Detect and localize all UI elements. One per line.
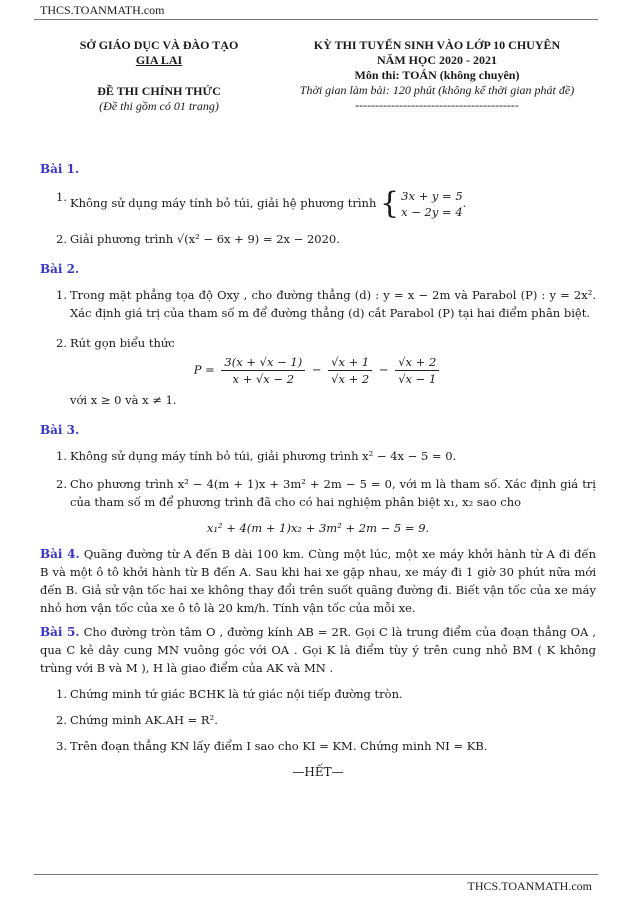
bai5-q1	[40, 685, 596, 703]
period: .	[462, 196, 467, 210]
exam-kind: ĐỀ THI CHÍNH THỨC	[97, 84, 221, 98]
item-number: 2.	[56, 713, 67, 727]
bai1-q1	[40, 188, 596, 220]
expression-p	[40, 354, 596, 387]
item-number: 1.	[56, 449, 67, 463]
fraction-3	[395, 354, 439, 387]
brace-icon: {	[380, 186, 400, 221]
bai1-q2-text: Giải phương trình √(x² − 6x + 9) = 2x − 2020.	[70, 232, 340, 246]
bai2-q1	[40, 286, 596, 322]
system-eq-1: 3x + y = 5	[401, 189, 463, 203]
bai2-title: Bài 2.	[40, 262, 80, 276]
end-marker: —HẾT—	[292, 765, 344, 779]
bai5-q2-text: Chứng minh AK.AH = R².	[70, 713, 218, 727]
item-number: 1.	[56, 687, 67, 701]
fraction-1	[221, 354, 305, 387]
exam-title: KỲ THI TUYỂN SINH VÀO LỚP 10 CHUYÊN	[313, 38, 561, 52]
time-allowed: Thời gian làm bài: 120 phút (không kể thời gian phát đề)	[299, 83, 575, 97]
province-name: GIA LAI	[135, 53, 183, 67]
item-number: 2.	[56, 477, 67, 491]
bai3-equation: x₁² + 4(m + 1)x₂ + 3m² + 2m − 5 = 9.	[206, 521, 430, 535]
bai4-text: Quãng đường từ A đến B dài 100 km. Cùng một lúc, một xe máy khởi hành từ A đi đến B và một ô tô khởi hành từ B đến A. Sau khi hai xe gặp nhau, xe máy đi 1 giờ 30 phút nữa mới đến B. Giả sử vận tốc hai xe không thay đổi trên suốt quãng đường đi. Biết vận tốc của xe máy nhỏ hơn vận tốc của xe ô tô là 20 km/h. Tính vận tốc của mỗi xe.	[40, 547, 597, 615]
bai1-title: Bài 1.	[40, 162, 80, 176]
item-number: 2.	[56, 232, 67, 246]
bai5-q3	[40, 737, 596, 755]
header-left	[44, 38, 274, 114]
department-name: SỞ GIÁO DỤC VÀ ĐÀO TẠO	[79, 38, 239, 52]
bai5-title: Bài 5.	[40, 625, 80, 639]
bai2-q2-text: Rút gọn biểu thức	[70, 336, 175, 350]
item-number: 1.	[56, 288, 67, 302]
fraction-2-den: √x + 2	[331, 372, 370, 386]
fraction-3-den: √x − 1	[398, 372, 437, 386]
exam-content	[40, 160, 596, 781]
header-dashes: -----------------------------------------	[355, 98, 519, 112]
bai3-title: Bài 3.	[40, 423, 80, 437]
fraction-3-num: √x + 2	[395, 354, 439, 371]
page-count-note: (Đề thi gồm có 01 trang)	[99, 99, 219, 113]
bai4	[40, 545, 596, 617]
bai2-condition	[40, 391, 596, 409]
fraction-1-den: x + √x − 2	[232, 372, 295, 386]
bai2-q1-text: Trong mặt phẳng tọa độ Oxy , cho đường thẳng (d) : y = x − 2m và Parabol (P) : y = 2x². Xác định giá trị của tham số m để đường thẳng (d) cắt Parabol (P) tại hai điểm phân biệt.	[70, 288, 596, 320]
expr-lhs: P =	[193, 362, 215, 377]
school-year: NĂM HỌC 2020 - 2021	[377, 53, 497, 67]
item-number: 2.	[56, 336, 67, 350]
system-eq-2: x − 2y = 4	[401, 205, 463, 219]
bottom-divider	[34, 874, 598, 875]
bai3-q1	[40, 447, 596, 465]
equation-system	[380, 188, 463, 220]
bai5	[40, 623, 596, 677]
item-number: 1.	[56, 190, 67, 204]
bai1-q2	[40, 230, 596, 248]
fraction-2-num: √x + 1	[328, 354, 372, 371]
site-watermark-bottom: THCS.TOANMATH.com	[467, 879, 592, 893]
site-watermark-top: THCS.TOANMATH.com	[40, 3, 165, 17]
minus-sign: −	[311, 362, 322, 377]
header-right	[282, 38, 592, 113]
bai5-q3-text: Trên đoạn thẳng KN lấy điểm I sao cho KI = KM. Chứng minh NI = KB.	[70, 739, 488, 753]
fraction-1-num: 3(x + √x − 1)	[221, 354, 305, 371]
subject: Môn thi: TOÁN (không chuyên)	[354, 68, 520, 82]
bai2-q2	[40, 334, 596, 352]
bai3-q2	[40, 475, 596, 511]
bai5-q1-text: Chứng minh tứ giác BCHK là tứ giác nội tiếp đường tròn.	[70, 687, 403, 701]
bai4-title: Bài 4.	[40, 547, 80, 561]
bai3-q1-text: Không sử dụng máy tính bỏ túi, giải phương trình x² − 4x − 5 = 0.	[70, 449, 457, 463]
bai5-q2	[40, 711, 596, 729]
minus-sign: −	[378, 362, 389, 377]
condition-text: với x ≥ 0 và x ≠ 1.	[70, 393, 177, 407]
fraction-2	[328, 354, 372, 387]
bai1-q1-text: Không sử dụng máy tính bỏ túi, giải hệ phương trình	[70, 196, 377, 210]
item-number: 3.	[56, 739, 67, 753]
bai3-q2-text: Cho phương trình x² − 4(m + 1)x + 3m² + 2m − 5 = 0, với m là tham số. Xác định giá trị của tham số m để phương trình đã cho có hai nghiệm phân biệt x₁, x₂ sao cho	[70, 477, 596, 509]
bai5-text: Cho đường tròn tâm O , đường kính AB = 2R. Gọi C là trung điểm của đoạn thẳng OA , qua C kẻ dây cung MN vuông góc với OA . Gọi K là điểm tùy ý trên cung nhỏ BM ( K không trùng với B và M ), H là giao điểm của AK và MN .	[40, 625, 597, 675]
top-divider	[34, 19, 598, 20]
